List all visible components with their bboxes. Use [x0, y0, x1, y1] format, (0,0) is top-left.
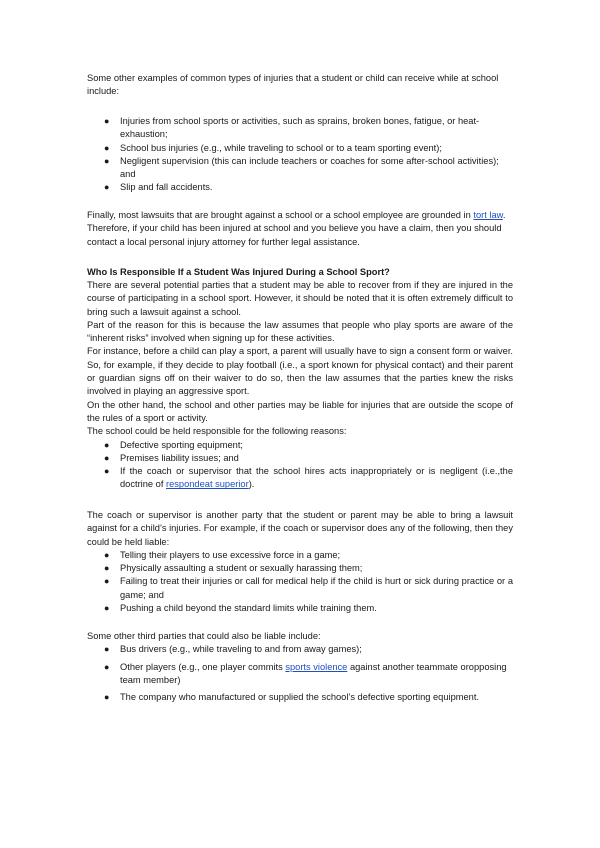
bullet-icon: ●: [104, 452, 110, 463]
responsibility-body: [87, 279, 513, 492]
tort-law-link[interactable]: tort law: [473, 210, 503, 220]
list-item: ● Physically assaulting a student or sexually harassing them;: [87, 562, 513, 575]
coach-section: [87, 509, 513, 615]
list-item: ● Premises liability issues; and: [87, 452, 513, 465]
list-item: ● Injuries from school sports or activities, such as sprains, broken bones, fatigue, or heat-exhaustion;: [104, 116, 480, 140]
section-heading: Who Is Responsible If a Student Was Injured During a School Sport?: [87, 267, 390, 277]
sports-violence-link[interactable]: sports violence: [285, 661, 348, 672]
bullet-icon: ●: [104, 576, 110, 587]
bullet-icon: ●: [104, 142, 110, 153]
bullet-icon: ●: [104, 466, 110, 477]
body-paragraph: The school could be held responsible for the following reasons:: [87, 426, 347, 437]
body-paragraph: Part of the reason for this is because the law assumes that people who play sports are aware of the “inherent risks” involved when signing up for these activities.: [87, 319, 513, 344]
third-intro: Some other third parties that could also be liable include:: [87, 631, 321, 641]
third-parties-section: [87, 630, 513, 704]
body-paragraph: For instance, before a child can play a sport, a parent will usually have to sign a consent form or waiver. So, for example, if they decide to play football (i.e., a sport known for physical contact) and their parent or guardian signs off on their waiver to do so, then the law assumes that the parties knew the risks involved in playing an aggressive sport.: [87, 346, 513, 397]
bullet-icon: ●: [104, 644, 110, 655]
list-item: ● Telling their players to use excessive force in a game;: [87, 549, 513, 562]
list-item: ● Bus drivers (e.g., while traveling to and from away games);: [87, 643, 513, 656]
body-paragraph: There are several potential parties that a student may be able to recover from if they are injured in the course of participating in a school sport. However, it should be noted that it is often extremely difficult to bring such a lawsuit against a school.: [87, 280, 513, 317]
bullet-icon: ●: [104, 182, 110, 193]
list-item: ● Slip and fall accidents.: [87, 181, 513, 194]
school-reasons-list: [87, 439, 513, 492]
body-paragraph: On the other hand, the school and other parties may be liable for injuries that are outside the scope of the rules of a sport or activity.: [87, 399, 513, 423]
bullet-icon: ●: [104, 155, 110, 166]
bullet-icon: ●: [104, 439, 110, 450]
intro-paragraph: Some other examples of common types of injuries that a student or child can receive while at school include:: [87, 73, 499, 97]
injury-types-list: [87, 115, 513, 195]
list-item: ● Failing to treat their injuries or call for medical help if the child is hurt or sick during practice or a game; and: [104, 576, 513, 600]
list-item: ● Negligent supervision (this can include teachers or coaches for some after-school activities); and: [104, 155, 499, 180]
list-item: ● Other players (e.g., one player commits sports violence against another teammate oropposing team member): [104, 661, 507, 685]
bullet-icon: ●: [104, 603, 110, 614]
list-item: ● Defective sporting equipment;: [87, 439, 513, 452]
bullet-icon: ●: [104, 549, 110, 560]
coach-list: [87, 549, 513, 615]
coach-intro: The coach or supervisor is another party that the student or parent may be able to bring a lawsuit against for a child’s injuries. For example, if the coach or supervisor does any of the following, then they could be held liable:: [87, 510, 513, 547]
list-item: ● School bus injuries (e.g., while traveling to school or to a team sporting event);: [87, 142, 513, 155]
third-parties-list: [87, 643, 513, 704]
respondeat-superior-link[interactable]: respondeat superior: [166, 479, 249, 490]
bullet-icon: ●: [104, 692, 110, 703]
bullet-icon: ●: [104, 116, 110, 126]
list-item: ● Pushing a child beyond the standard limits while training them.: [87, 602, 513, 615]
bullet-icon: ●: [104, 661, 110, 672]
list-item: ● The company who manufactured or supplied the school’s defective sporting equipment.: [87, 691, 513, 704]
bullet-icon: ●: [104, 563, 110, 574]
lawsuits-paragraph: Finally, most lawsuits that are brought against a school or a school employee are grounded in tort law. Therefore, if your child has been injured at school and you believe you have a claim, then you should contact a local personal injury attorney for further legal assistance.: [87, 210, 506, 247]
list-item: ● If the coach or supervisor that the school hires acts inappropriately or is negligent (i.e.,the doctrine of respondeat superior).: [104, 466, 513, 490]
